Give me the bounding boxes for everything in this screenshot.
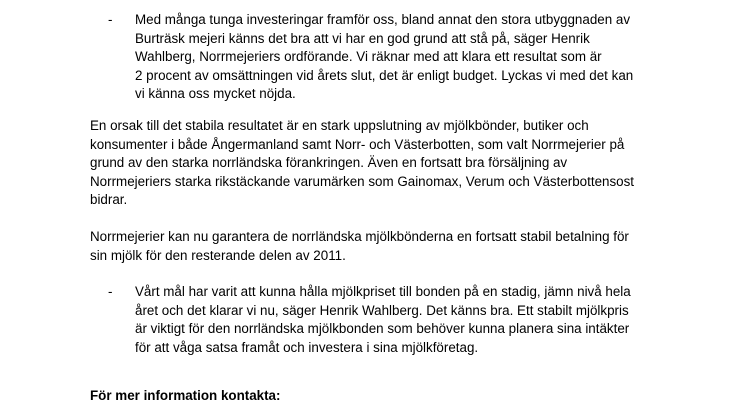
- body-paragraph-2: Norrmejerier kan nu garantera de norrländska mjölkbönderna en fortsatt stabil betalning för sin mjölk för den resterande delen av 2011.: [90, 229, 629, 263]
- body-paragraph-1: En orsak till det stabila resultatet är en stark uppslutning av mjölkbönder, butiker och konsumenter i både Ångermanland samt Norr- och Västerbotten, som valt Norrmejerier på grund av den starka norrländska förankringen. Även en fortsatt bra försäljning av Norrmejeriers starka rikstäckande varumärken som Gainomax, Verum och Västerbottensost bidrar.: [90, 118, 635, 207]
- quote-bullet-2: [108, 283, 668, 359]
- quote-bullet-1: [108, 11, 668, 107]
- quote-text-1: Med många tunga investeringar framför oss, bland annat den stora utbyggnaden av Burträsk mejeri känns det bra att vi har en god grund att stå på, säger Henrik Wahlberg, Norrmejeriers ordförande. Vi räknar med att klara ett resultat som är 2 procent av omsättningen vid årets slut, det är enligt budget. Lyckas vi med det kan vi känna oss mycket nöjda.: [135, 12, 634, 101]
- contact-heading: För mer information kontakta:: [90, 388, 281, 403]
- bullet-marker: -: [108, 284, 113, 299]
- quote-text-2: Vårt mål har varit att kunna hålla mjölkpriset till bonden på en stadig, jämn nivå hela året och det klarar vi nu, säger Henrik Wahlberg. Det känns bra. Ett stabilt mjölkpris är viktigt för den norrländska mjölkbonden som behöver kunna planera sina intäkter för att våga satsa framåt och investera i sina mjölkföretag.: [135, 284, 631, 355]
- bullet-marker: -: [108, 12, 113, 27]
